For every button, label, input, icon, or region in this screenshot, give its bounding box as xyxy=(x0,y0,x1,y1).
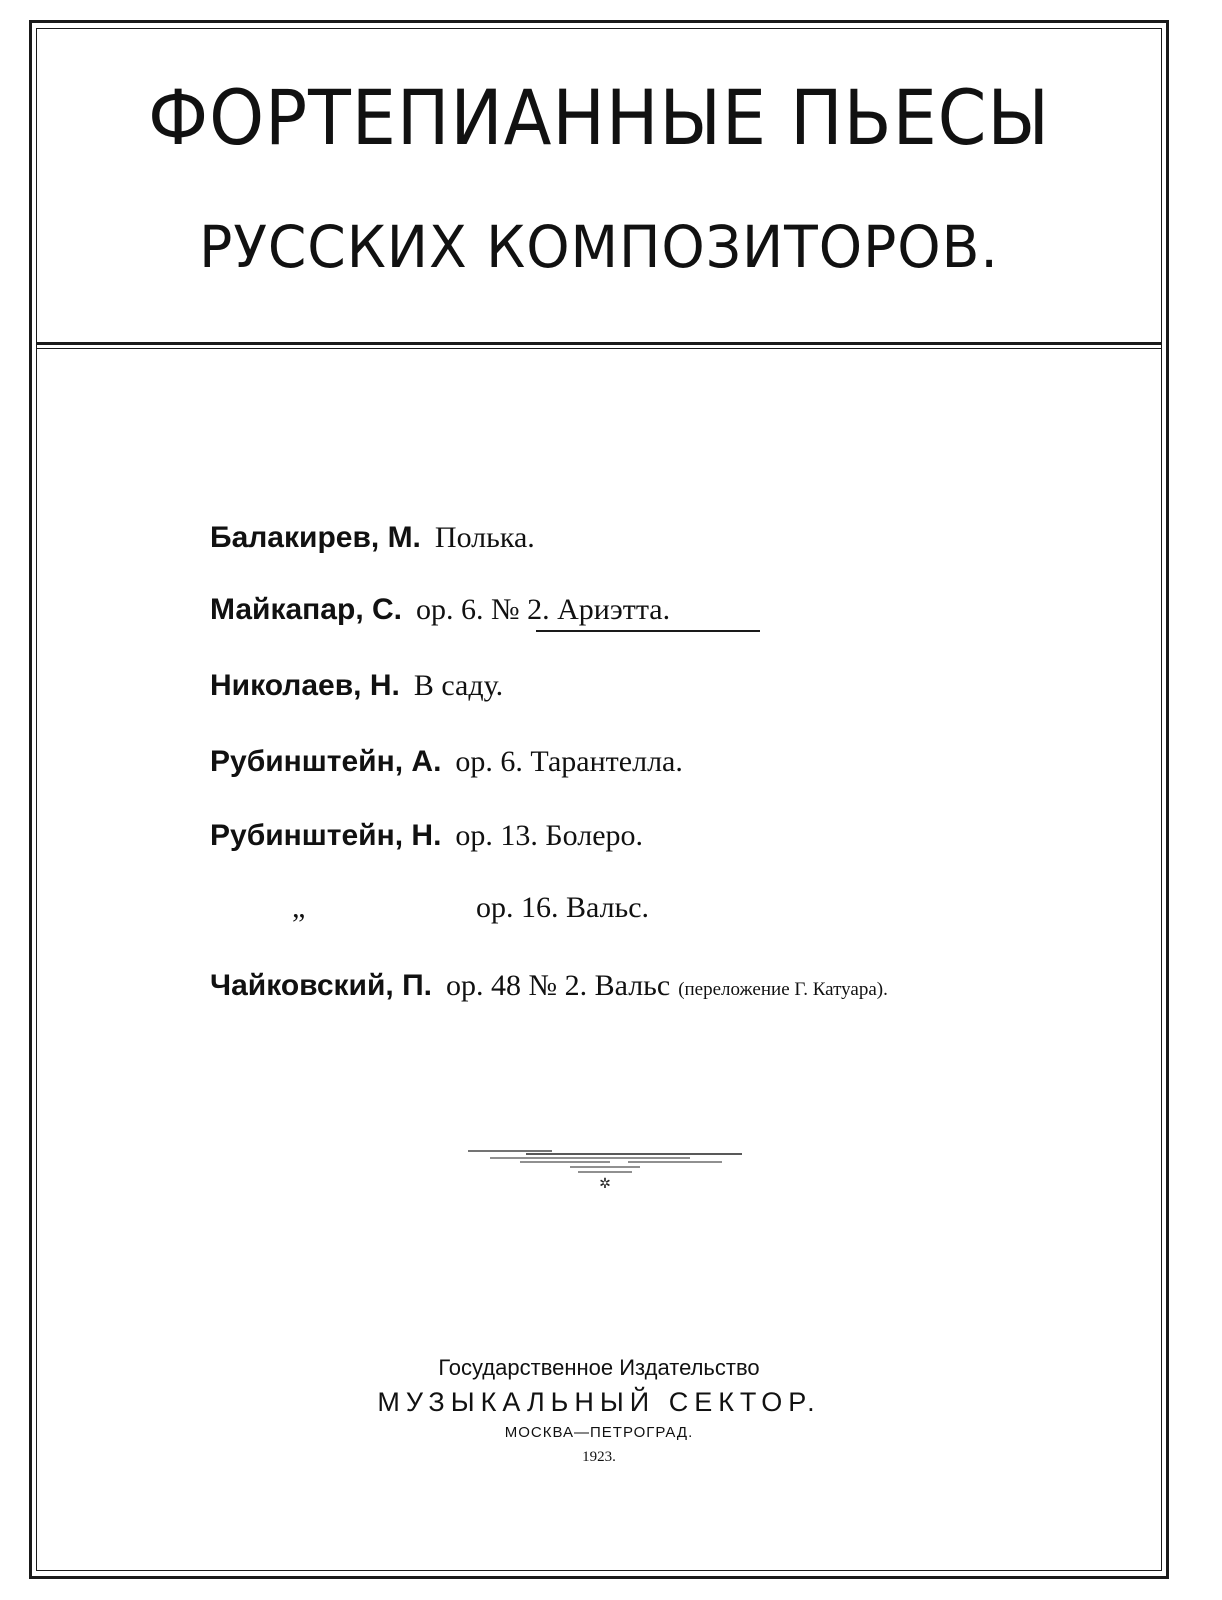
svg-text:✲: ✲ xyxy=(599,1176,611,1192)
ornament-divider xyxy=(460,1145,750,1195)
piece-title: ор. 48 № 2. Вальс xyxy=(446,969,671,1002)
contents-entry-nikolaev xyxy=(210,666,503,706)
piece-title: В саду. xyxy=(413,669,504,702)
composer-name: Балакирев, М. xyxy=(210,521,421,554)
contents-entry-rubinstein-n-2 xyxy=(476,888,649,928)
contents-entry-tchaikovsky xyxy=(210,966,888,1010)
composer-name: Рубинштейн, А. xyxy=(210,745,442,778)
composer-name: Майкапар, С. xyxy=(210,593,402,626)
piece-title: ор. 6. Тарантелла. xyxy=(455,745,683,778)
composer-name: Чайковский, П. xyxy=(210,969,432,1002)
piece-underline xyxy=(536,630,760,632)
contents-entry-rubinstein-a xyxy=(210,742,683,782)
publisher-name: Государственное Издательство xyxy=(438,1355,760,1380)
arrangement-note: (переложение Г. Катуара). xyxy=(678,979,888,1000)
publication-year: 1923. xyxy=(582,1449,616,1465)
piece-title: ор. 13. Болеро. xyxy=(455,819,644,852)
contents-entry-balakirev xyxy=(210,518,535,558)
contents-entry-maykapar xyxy=(210,590,670,630)
title-line-1: ФОРТЕПИАННЫЕ ПЬЕСЫ xyxy=(147,73,1051,162)
composer-name: Рубинштейн, Н. xyxy=(210,819,442,852)
publisher-cities: МОСКВА—ПЕТРОГРАД. xyxy=(504,1424,694,1441)
piece-title: Полька. xyxy=(434,521,535,554)
piece-title: ор. 16. Вальс. xyxy=(476,891,650,924)
composer-name: Николаев, Н. xyxy=(210,669,400,702)
piece-title: ор. 6. № 2. Ариэтта. xyxy=(415,593,671,626)
ditto-mark: „ xyxy=(292,891,306,924)
contents-entry-rubinstein-n xyxy=(210,816,643,856)
publisher-sector: МУЗЫКАЛЬНЫЙ СЕКТОР. xyxy=(377,1387,821,1417)
title-line-2: РУССКИХ КОМПОЗИТОРОВ. xyxy=(199,213,999,281)
